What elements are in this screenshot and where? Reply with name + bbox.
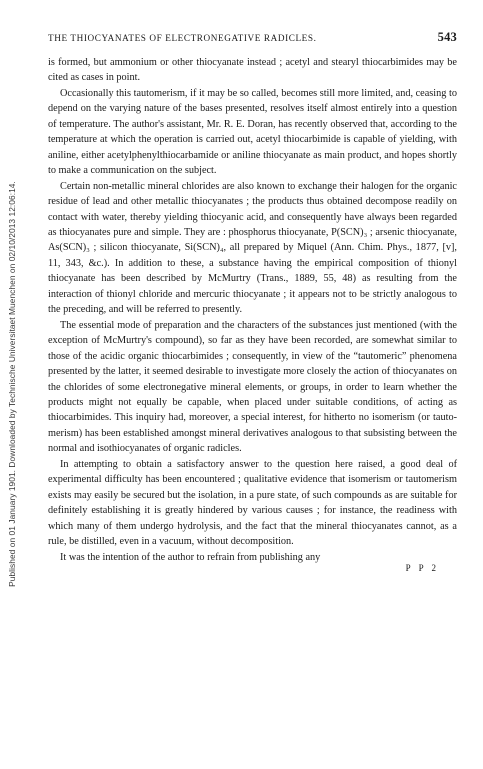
paragraph: is formed, but ammonium or other thiocyanate instead ; acetyl and stearyl thiocarbimides may be cited as cases in point. <box>48 57 457 84</box>
paragraph: The essential mode of preparation and the characters of the substances just mentioned (with the exception of McMurtry's compound), so far as they have been recorded, are somewhat similar to those of the acidic organic thiocarbimides ; consequently, in view of the “tautomeric” phenomena presented by the latter, it seemed desirable to investigate more closely the action of thiocyanates on the chlorides of some electronegative mineral elements, or groups, in order to learn whether the products might not equally be capable, when placed under suitable conditions, of acting as thiocarbimides. This inquiry had, moreover, a special interest, for hitherto no isomerism (or tautomerism) has been established amongst mineral derivatives analogous to that subsisting between the normal and isothiocyanates of organic radicles. <box>48 319 457 455</box>
journal-page <box>48 30 457 573</box>
paragraph: Certain non-metallic mineral chlorides are also known to exchange their halogen for the organic residue of lead and other metallic thiocyanates ; the products thus obtained decompose readily on contact with water, thereby yielding thiocyanic acid, and consequently have always been regarded as thiocyanates pure and simple. They are : phosphorus thiocyanate, P(SCN)₃ ; arsenic thiocyanate, As(SCN)₃ ; silicon thiocyanate, Si(SCN)₄, all prepared by Miquel (Ann. Chim. Phys., 1877, [v], 11, 343, &c.). In addition to these, a substance having the empirical composition of thionyl thiocyanate has been described by McMurtry (Trans., 1889, 55, 48) as resulting from the interaction of thionyl chloride and mercuric thiocyanate ; it appears not to be strictly analogous to the preceding, and will be referred to presently. <box>48 180 457 316</box>
paragraph: Occasionally this tautomerism, if it may be so called, becomes still more limited, and, ceasing to depend on the varying nature of the bases presented, resolves itself almost entirely into a question of temperature. The author's assistant, Mr. R. E. Doran, has recently observed that, according to the temperature at which the operation is carried out, acetyl thiocarbimide is capable of yielding, with aniline, either acetylphenylthiocarbamide or aniline thiocyanate as main product, and hopes shortly to make a communication on the subject. <box>48 87 457 177</box>
download-watermark <box>0 0 24 769</box>
paragraph: In attempting to obtain a satisfactory answer to the question here raised, a good deal of experimental difficulty has been encountered ; qualitative evidence that isomerism or tautomerism exists may easily be secured but the isolation, in a pure state, of such compounds as are suitable for definitely establishing it is greatly hindered by various causes ; for instance, the readiness with which many of them undergo hydrolysis, and the fact that the mineral thiocyanates cannot, as a rule, be distilled, even in a vacuum, without decomposition. <box>48 458 457 548</box>
article-body <box>48 55 457 565</box>
running-title: THE THIOCYANATES OF ELECTRONEGATIVE RADICLES. <box>48 33 317 43</box>
page-number: 543 <box>437 30 457 44</box>
download-watermark-text: Published on 01 January 1901. Downloaded by Technische Universitaet Muenchen on 02/10/2013 12:06:14. <box>7 181 17 587</box>
running-header <box>48 30 457 45</box>
paragraph: It was the intention of the author to refrain from publishing any <box>60 551 321 563</box>
signature-mark: P P 2 <box>405 562 439 573</box>
